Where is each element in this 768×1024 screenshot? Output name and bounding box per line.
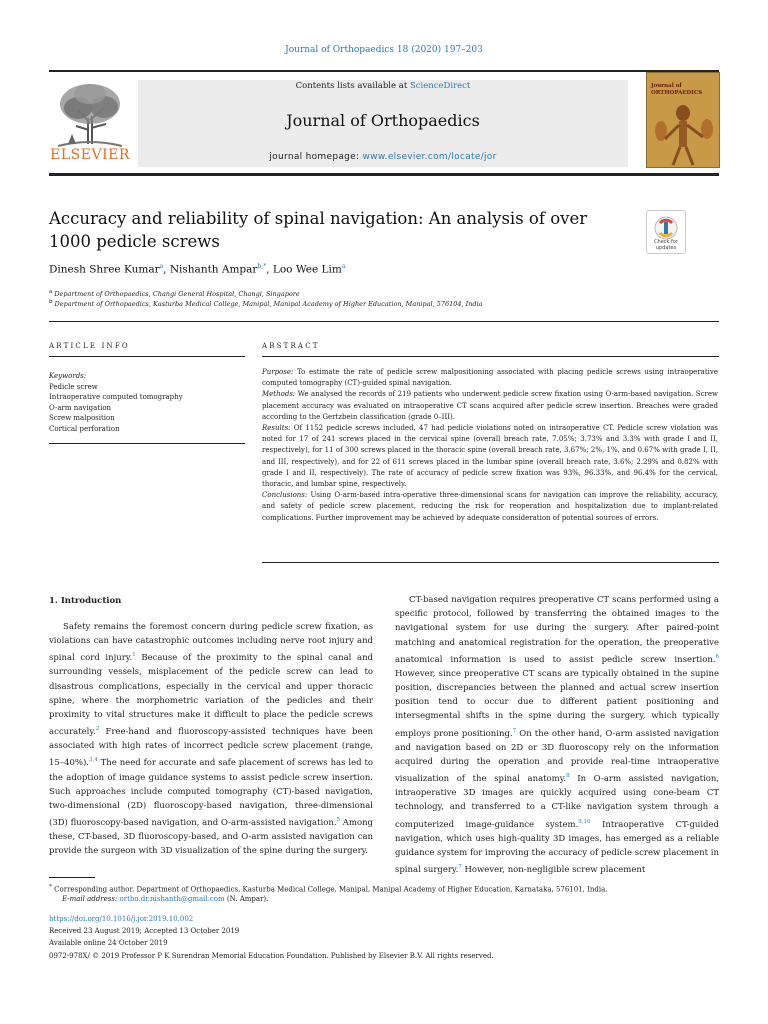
homepage-line <box>138 152 628 162</box>
body-text: Safety remains the foremost concern during pedicle screw fixation, as violations can have catastrophic outcomes including nerve root injury and spinal cord injury. <box>49 622 373 664</box>
body-text: CT-based navigation requires preoperative CT scans performed using a specific protocol, followed by transferring the obtained images to the navigational system for use during the surgery. After paired-point matching and anatomical registration for the operation, the preoperative anatomical information is used to assist pedicle screw insertion. <box>395 595 719 665</box>
author-affil-mark[interactable]: b,* <box>257 263 267 270</box>
body-text: In O-arm assisted navigation, intraoperative 3D images are quickly acquired using cone-beam CT technology, and transferred to a CT-like navigation system through a computerized image-guidance system. <box>395 773 719 830</box>
citation-ref[interactable]: 7 <box>512 727 517 734</box>
intro-paragraph <box>395 593 719 877</box>
cover-skeleton-icon <box>647 73 719 167</box>
info-rule <box>49 356 245 357</box>
footnote-rule <box>49 877 95 878</box>
footnote-mark: * <box>49 884 52 890</box>
body-text: The need for accurate and safe placement of screws has led to the adoption of image guidance systems to assist pedicle screw insertion. Such approaches include computed tomography (CT)-based navigation, two-dimensional (2D) fluoroscopy-based navigation, three-dimensional (3D) fluoroscopy-based navigation, and O-arm-assisted navigation. <box>49 758 373 828</box>
author-affil-mark[interactable]: a <box>341 263 346 270</box>
body-text: Intraoperative CT-guided navigation, which uses high-quality 3D images, has emerged as a reliable guidance system for improving the accuracy of pedicle screw placement in spinal surgery. <box>395 819 719 875</box>
check-updates-label: Check for updates <box>654 239 678 251</box>
introduction-heading: 1. Introduction <box>49 596 122 606</box>
article-title: Accuracy and reliability of spinal navigation: An analysis of over 1000 pedicle screws <box>49 209 588 251</box>
body-text: However, since preoperative CT scans are typically obtained in the supine position, discrepancies between the planned and actual screw insertion position tend to occur due to different patient positioning and intersegmental shifts in the spine during the surgery, which typically employs prone positioning. <box>395 668 719 739</box>
abstract-text: Of 1152 pedicle screws included, 47 had pedicle violations noted on intraoperative CT. Pedicle screw violation was noted for 17 of 241 screws placed in the cervical spine (overall breach rate, 7.05%; 3.73% and 3.3% with grade I and II, respectively), for 11 of 300 screws placed in the thoracic spine (overall breach rate, 3.67%; 2%, 1%, and 0.67% with grade I, II, and III, respectively), and for 22 of 611 screws placed in the lumbar spine (overall breach rate, 3.6%; 2.29% and 0.82% with grade I and II, respectively). The rate of accuracy of pedicle screw fixation was 93%, 96.33%, and 96.4% for the cervical, thoracic, and lumbar spine, respectively. <box>262 424 718 489</box>
citation-ref[interactable]: 6 <box>715 653 719 660</box>
body-text: Because of the proximity to the spinal canal and surrounding vessels, misplacement of the pedicle screw can lead to disastrous complications, especially in the cervical and upper thoracic spine, where the morphometric variation of the pedicles and their proximity to vital structures make it difficult to place the pedicle screws accurately. <box>49 653 373 738</box>
body-text: However, non-negligible screw placement <box>461 864 646 875</box>
abstract-label: Methods: <box>262 390 296 399</box>
keyword: O-arm navigation <box>49 403 112 412</box>
abstract-text: Using O-arm-based intra-operative three-dimensional scans for navigation can improve the reliability, accuracy, and safety of pedicle screw placement, reducing the risk for reoperation and hospitalization due to implant-related complications. Further improvement may be achieved by adequate consideration of potential sources of errors. <box>262 491 718 522</box>
author-separator: , <box>163 263 170 276</box>
keywords-rule <box>49 443 245 444</box>
abstract-label: Results: <box>262 424 291 433</box>
affiliation-b <box>49 299 483 308</box>
citation-ref[interactable]: 3,4 <box>88 757 98 764</box>
contents-line <box>138 81 628 91</box>
affiliation-a <box>49 289 300 298</box>
copyright-line: 0972-978X/ © 2019 Professor P K Surendran Memorial Education Foundation. Published by Elsevier B.V. All rights reserved. <box>49 952 494 960</box>
affil-rule <box>49 321 719 322</box>
affil-mark: b <box>49 299 53 305</box>
email-suffix: (N. Ampar). <box>224 895 269 903</box>
intro-left-column <box>49 620 373 859</box>
available-online: Available online 24 October 2019 <box>49 939 168 947</box>
journal-cover-image[interactable] <box>646 72 720 168</box>
email-label: E-mail address: <box>62 895 118 903</box>
email-link[interactable]: ortho.dr.nishanth@gmail.com <box>119 895 225 903</box>
author-list <box>49 263 345 276</box>
author-name[interactable]: Nishanth Ampar <box>169 263 258 276</box>
abstract-conclusions <box>262 490 718 524</box>
keywords-block <box>49 371 183 435</box>
citation-ref[interactable]: 9,10 <box>578 818 591 825</box>
intro-paragraph <box>49 620 373 859</box>
header-rule <box>49 70 719 72</box>
doi-text[interactable]: https://doi.org/10.1016/j.jor.2019.10.002 <box>49 915 194 923</box>
abstract-methods <box>262 389 718 423</box>
author-name[interactable]: Loo Wee Lim <box>272 263 342 276</box>
intro-right-column <box>395 593 719 877</box>
abstract-bottom-rule <box>262 562 719 563</box>
abstract-results <box>262 423 718 490</box>
abstract-text: To estimate the rate of pedicle screw malpositioning associated with placing pedicle screws using intraoperative computed tomography (CT)-guided spinal navigation. <box>262 368 718 388</box>
affil-mark: a <box>49 289 53 295</box>
abstract-rule <box>262 356 719 357</box>
doi-link[interactable] <box>49 914 193 926</box>
body-text: Free-hand and fluoroscopy-assisted techniques have been associated with high rates of incorrect pedicle screw placement (range, 15–40%). <box>49 727 373 769</box>
citation-ref[interactable]: 7 <box>458 863 462 870</box>
check-for-updates-badge[interactable] <box>646 210 686 254</box>
abstract-label: Conclusions: <box>262 491 308 500</box>
keyword: Intraoperative computed tomography <box>49 393 183 402</box>
cover-title: Journal of ORTHOPAEDICS <box>651 83 703 96</box>
body-text: Among these, CT-based, 3D fluoroscopy-based, and O-arm assisted navigation can provide the surgeon with 3D visualization of the spine during the surgery. <box>49 817 373 857</box>
citation-ref[interactable]: 1 <box>132 652 136 659</box>
journal-title: Journal of Orthopaedics <box>286 111 480 130</box>
received-dates: Received 23 August 2019; Accepted 13 October 2019 <box>49 927 240 935</box>
citation-ref[interactable]: 5 <box>336 817 341 824</box>
elsevier-wordmark: ELSEVIER <box>50 147 130 163</box>
keyword: Cortical perforation <box>49 424 120 433</box>
body-text: On the other hand, O-arm assisted navigation and navigation based on 2D or 3D fluoroscopy rely on the information acquired during the operation and provide real-time intraoperative visualization of the spinal anatomy. <box>395 728 719 784</box>
journal-citation[interactable]: Journal of Orthopaedics 18 (2020) 197–203 <box>285 45 483 55</box>
keyword: Screw malposition <box>49 414 115 423</box>
contents-prefix: Contents lists available at <box>295 81 410 91</box>
abstract-heading: ABSTRACT <box>262 342 320 350</box>
banner-rule <box>49 173 719 176</box>
citation-ref[interactable]: 2 <box>95 726 100 733</box>
affil-text: Department of Orthopaedics, Changi General Hospital, Changi, Singapore <box>54 290 300 299</box>
homepage-prefix: journal homepage: <box>269 152 363 162</box>
abstract-label: Purpose: <box>262 368 294 376</box>
author-name[interactable]: Dinesh Shree Kumar <box>49 263 160 276</box>
email-line <box>62 894 268 906</box>
article-info-heading: ARTICLE INFO <box>49 342 130 350</box>
abstract-text: We analysed the records of 219 patients who underwent pedicle screw fixation using O-arm-based navigation. Screw placement accuracy was evaluated on intraoperative CT scans acquired after pedicle screw insertion. Breaches were graded according to the Gertzbein classification (grade 0–III). <box>262 390 718 421</box>
author-affil-mark[interactable]: a <box>159 263 164 270</box>
abstract-body <box>262 367 718 524</box>
sciencedirect-link[interactable]: ScienceDirect <box>409 81 471 91</box>
keywords-label: Keywords: <box>49 372 87 380</box>
corresponding-text: Corresponding author. Department of Orthopaedics, Kasturba Medical College, Manipal, Manipal Academy of Higher Education, Karnataka, 576101, India. <box>51 885 608 894</box>
keyword: Pedicle screw <box>49 382 98 391</box>
citation-ref[interactable]: 8 <box>566 773 570 780</box>
abstract-purpose <box>262 367 718 389</box>
homepage-link[interactable]: www.elsevier.com/locate/jor <box>362 152 497 162</box>
author-separator: , <box>266 263 273 276</box>
affil-text: Department of Orthopaedics, Kasturba Medical College, Manipal, Manipal Academy of Higher Education, Manipal, 576104, India <box>54 300 483 309</box>
